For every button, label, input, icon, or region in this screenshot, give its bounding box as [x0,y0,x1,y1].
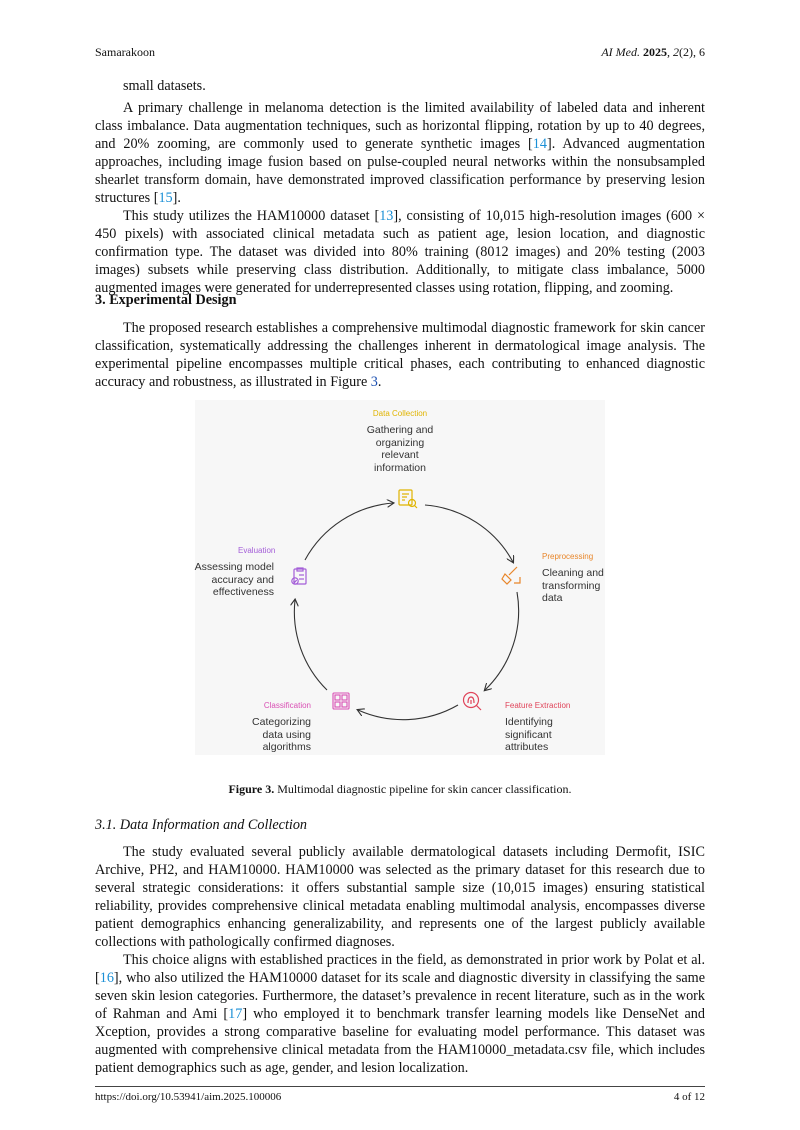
arrow-evaluation-to-collection [305,503,393,560]
header-author: Samarakoon [95,45,155,59]
stage-description: Gathering and organizing relevant information [366,424,434,474]
header-journal-info: AI Med. 2025, 2(2), 6 [601,45,705,59]
arrow-preprocessing-to-extraction [485,592,519,690]
stage-description: Identifying significant attributes [505,716,553,753]
citation-link[interactable]: 13 [379,208,394,224]
citation-link[interactable]: 14 [532,136,547,152]
stage-description: Categorizing data using algorithms [252,716,311,753]
stage-data-collection [325,409,475,474]
paragraph-dataset-selection: The study evaluated several publicly available dermatological datasets including Dermofit, ISIC Archive, PH2, and HAM10000. HAM10000 was selected as the primary dataset for this research due to several strategic considerations: it offers substantial sample size (10,015 images) ensuring statistical reliability, provides comprehensive clinical metadata enabling multimodal analysis, encompasses diverse patient demographics enhancing generalizability, and represents one of the largest publicly available collections with pathologically confirmed diagnoses. [95,844,705,950]
stage-tag: Evaluation [238,546,276,555]
grid-list-icon [333,693,349,709]
stage-tag: Feature Extraction [505,701,571,710]
stage-description: Cleaning and transforming data [542,567,604,604]
section-heading: 3. Experimental Design [95,292,237,308]
stage-evaluation [190,546,274,599]
citation-link[interactable]: 15 [158,190,173,206]
stage-tag: Data Collection [372,409,428,418]
paragraph-dataset: This study utilizes the HAM10000 dataset [13], consisting of 10,015 high-resolution images (600 × 450 pixels) with associated clinical metadata such as patient age, lesion location, and diagnostic confirmation type. The dataset was divided into 80% training (8012 images) and 20% testing (2003 images) subsets while preserving class distribution. Additionally, to mitigate class imbalance, 5000 augmented images were generated for underrepresented classes using rotation, flipping, and zooming. [95,208,705,296]
arrow-classification-to-evaluation [294,600,327,690]
stage-tag: Preprocessing [542,552,594,561]
footer-divider [95,1086,705,1087]
citation-link[interactable]: 16 [99,970,114,986]
data-search-icon [399,490,417,508]
pipeline-figure [195,400,605,755]
fingerprint-search-icon [464,693,482,711]
paragraph-continued: small datasets. [123,78,206,94]
stage-feature-extraction [505,701,595,754]
body-text-section3 [95,319,705,391]
page-number: 4 of 12 [673,1091,705,1103]
stage-tag: Classification [263,701,311,710]
stage-classification [235,701,311,754]
paragraph-framework: The proposed research establishes a comprehensive multimodal diagnostic framework for skin cancer classification, systematically addressing the challenges inherent in dermatological image analysis. The experimental pipeline encompasses multiple critical phases, each contributing to enhanced diagnostic accuracy and robustness, as illustrated in Figure 3. [95,320,705,390]
doi-link[interactable]: https://doi.org/10.53941/aim.2025.100006 [95,1091,282,1103]
figure-caption: Figure 3. Multimodal diagnostic pipeline for skin cancer classification. [228,782,572,796]
broom-icon [502,567,520,584]
clipboard-check-icon [292,568,306,584]
stage-description: Assessing model accuracy and effectiveness [194,561,274,598]
paragraph-augmentation: A primary challenge in melanoma detection is the limited availability of labeled data and inherent class imbalance. Data augmentation techniques, such as horizontal flipping, rotation by up to 40 degrees, and 20% zooming, are commonly used to generate synthetic images [14]. Advanced augmentation approaches, including image fusion based on pulse-coupled neural networks within the nonsubsampled shearlet transform domain, have demonstrated improved classification performance by preserving lesion structures [15]. [95,100,705,206]
body-text-section31 [95,843,705,1077]
body-text-top [95,77,705,297]
paragraph-prior-work: This choice aligns with established practices in the field, as demonstrated in prior work by Polat et al. [16], who also utilized the HAM10000 dataset for its scale and diagnostic diversity in classifying the same seven skin lesion categories. Furthermore, the dataset’s prevalence in recent literature, such as in the work of Rahman and Ami [17] who employed it to benchmark transfer learning models like DenseNet and Xception, provides a strong comparative baseline for evaluating model performance. This dataset was augmented with comprehensive clinical metadata from the HAM10000_metadata.csv file, which includes patient demographics such as age, gender, and lesion localization. [95,952,705,1076]
arrow-extraction-to-classification [358,705,458,720]
citation-link[interactable]: 17 [228,1006,243,1022]
figure-reference-link[interactable]: 3 [370,374,378,390]
stage-preprocessing [542,552,610,605]
subsection-heading: 3.1. Data Information and Collection [95,817,308,833]
arrow-collection-to-preprocessing [425,505,513,562]
